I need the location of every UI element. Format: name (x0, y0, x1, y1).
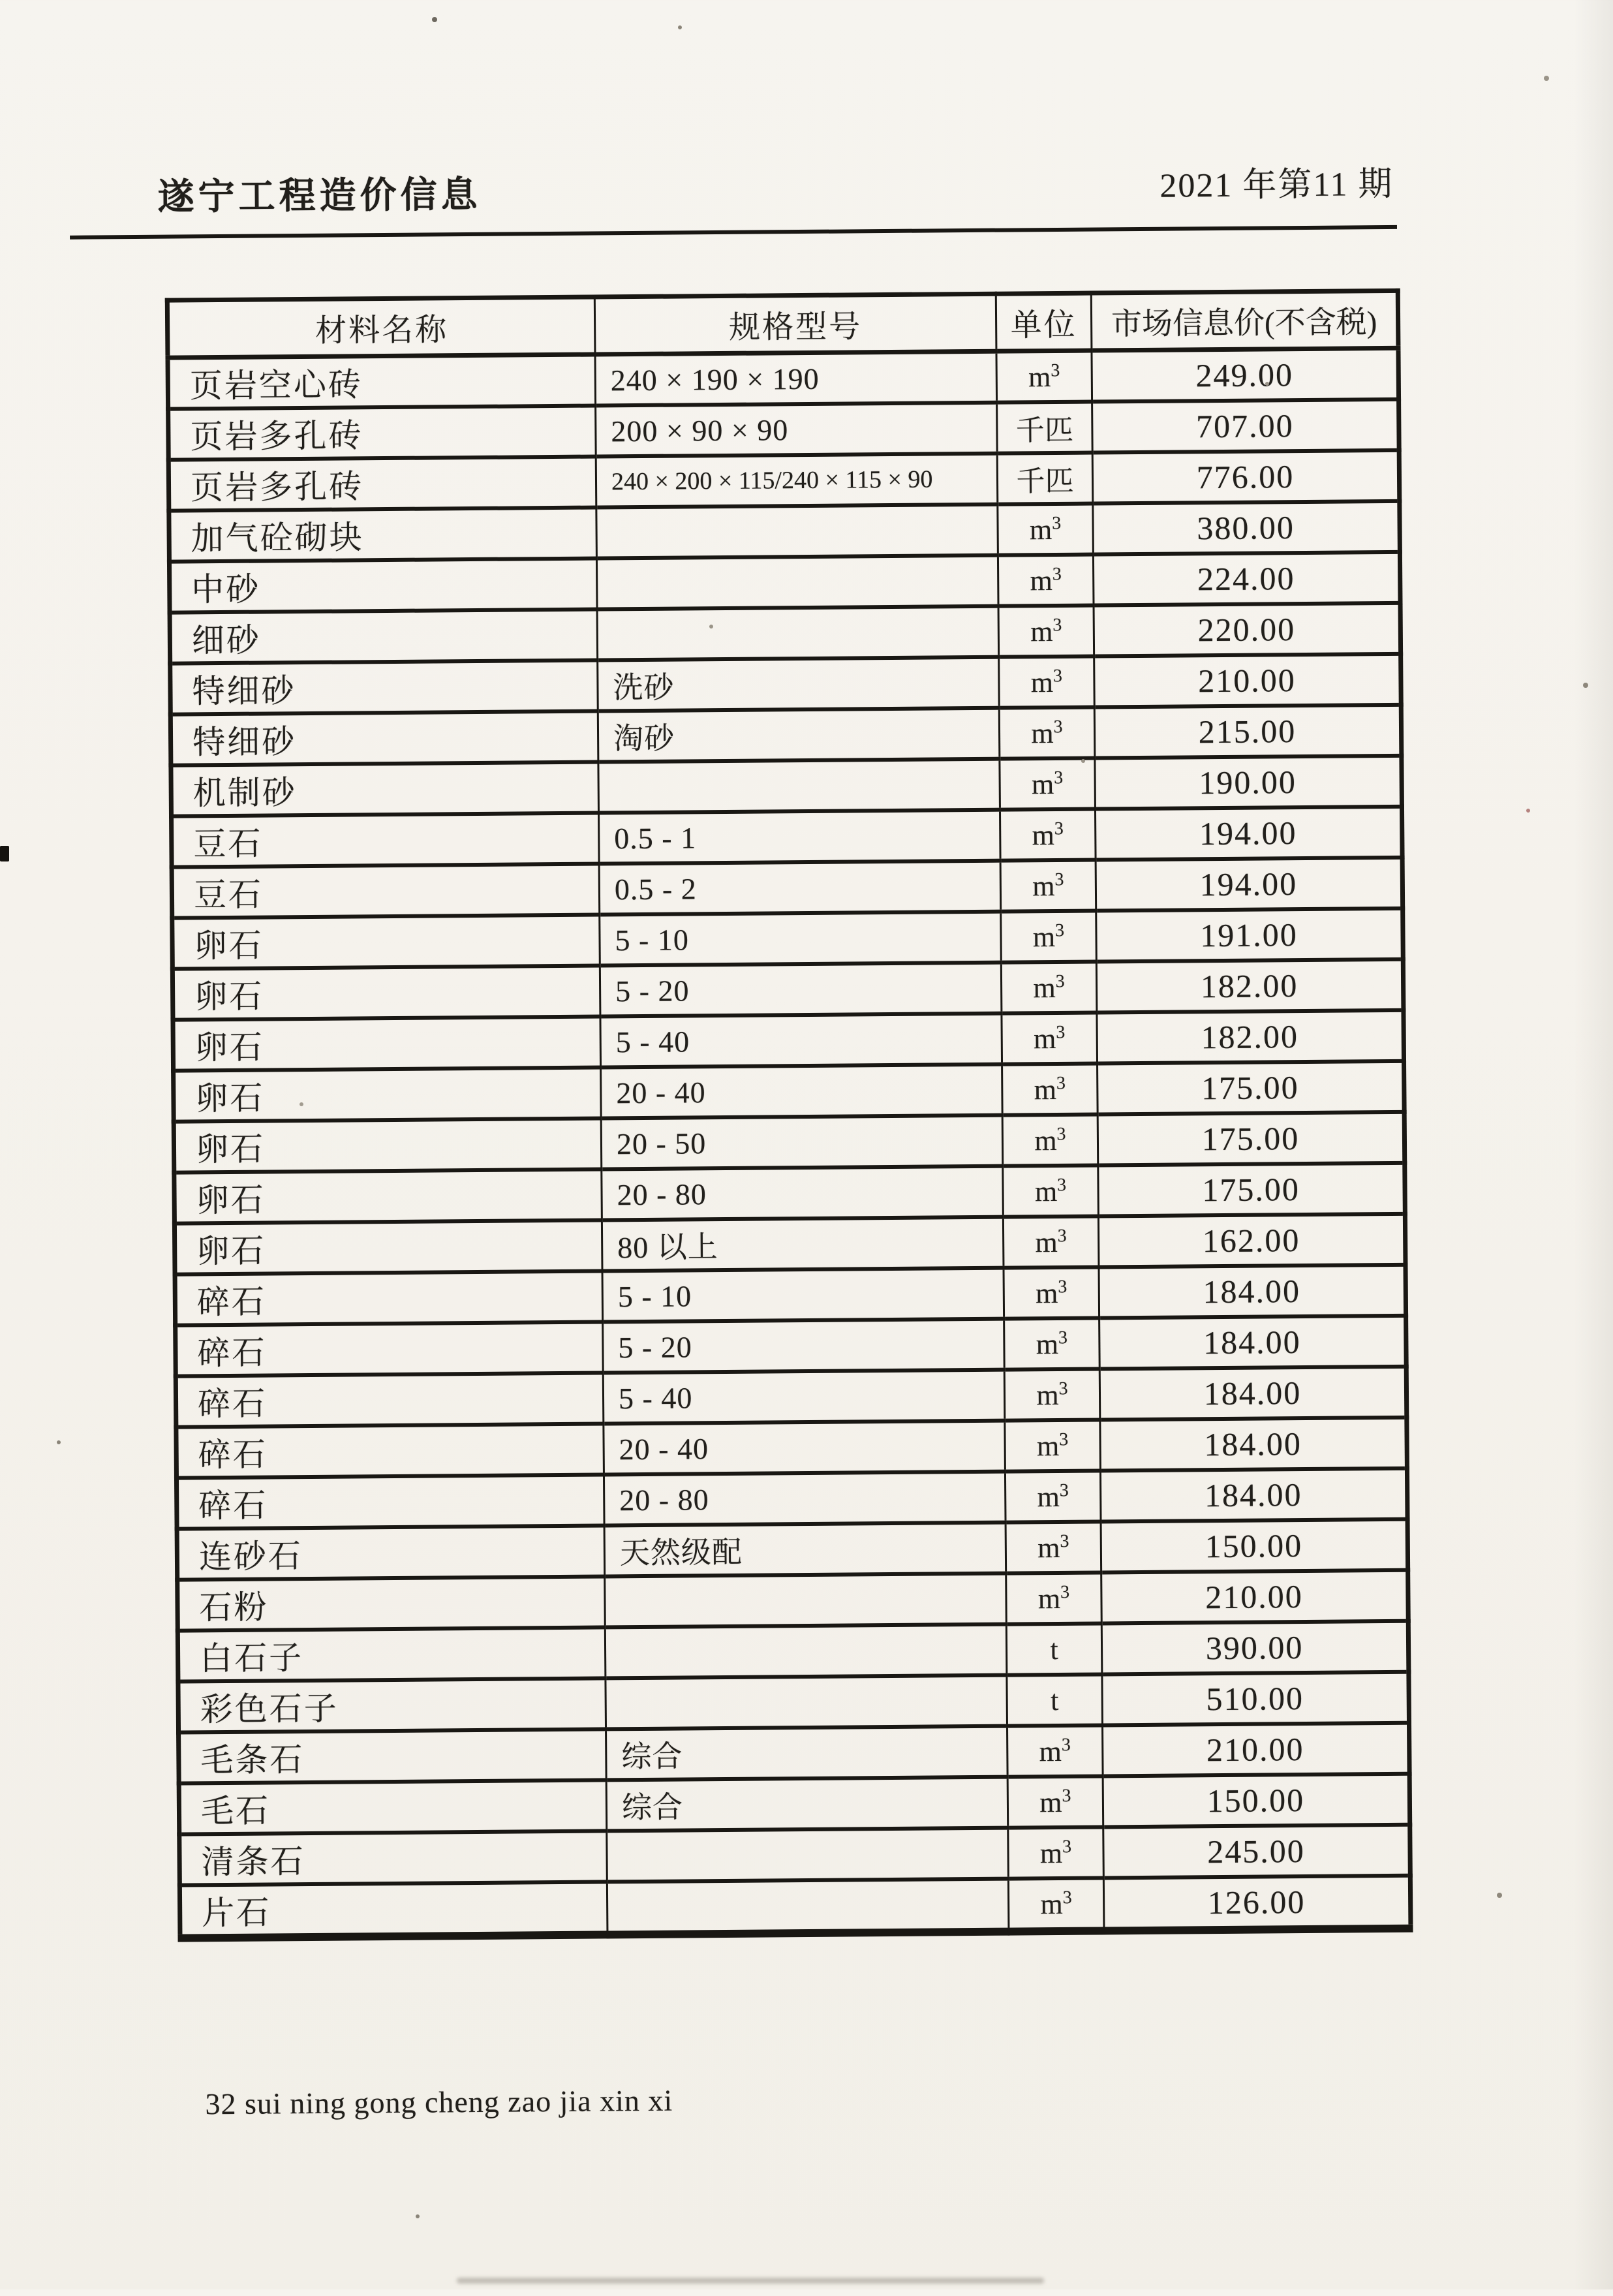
table-row (179, 1723, 1410, 1784)
price-cell: 184.00 (1099, 1367, 1407, 1420)
table-row (169, 552, 1400, 613)
spec-model-cell: 淘砂 (598, 708, 1000, 762)
unit-cell: $m^3$ (1000, 860, 1096, 912)
spec-model-cell: 天然级配 (604, 1523, 1006, 1577)
unit-cell: $m^3$ (996, 350, 1092, 403)
spec-model-cell: 0.5 - 2 (599, 861, 1001, 915)
table-row (170, 654, 1402, 715)
table-row (168, 450, 1400, 511)
price-cell: 191.00 (1096, 908, 1404, 962)
price-cell: 184.00 (1099, 1265, 1406, 1318)
table-row (174, 1214, 1406, 1275)
table-row (177, 1621, 1409, 1682)
spec-model-cell: 20 - 40 (601, 1064, 1003, 1119)
spec-model-cell: 5 - 20 (603, 1319, 1005, 1373)
table-row (176, 1418, 1407, 1478)
price-cell: 184.00 (1100, 1468, 1407, 1522)
scan-noise-speckles (0, 0, 3, 3)
scan-bottom-smudge (457, 2278, 1044, 2284)
unit-cell: $m^3$ (1006, 1521, 1101, 1573)
table-row (176, 1316, 1407, 1376)
table-row (170, 705, 1402, 766)
table-row (174, 1163, 1406, 1224)
material-name-cell: 白石子 (177, 1627, 606, 1681)
unit-cell: $m^3$ (1005, 1419, 1101, 1471)
table-row (168, 399, 1400, 460)
unit-cell: 千匹 (997, 453, 1093, 504)
material-name-cell: 片石 (179, 1882, 607, 1938)
table-row (172, 908, 1404, 969)
spec-model-cell: 20 - 50 (601, 1115, 1003, 1170)
col-header-market-price: 市场信息价(不含税) (1091, 290, 1398, 350)
price-cell: 776.00 (1092, 450, 1400, 504)
price-cell: 175.00 (1098, 1163, 1406, 1217)
price-cell: 215.00 (1094, 705, 1402, 758)
price-cell: 190.00 (1095, 756, 1402, 809)
unit-cell: $m^3$ (998, 606, 1094, 657)
price-cell: 184.00 (1099, 1316, 1407, 1369)
material-name-cell: 碎石 (176, 1423, 604, 1478)
spec-model-cell (596, 504, 998, 559)
price-cell: 182.00 (1097, 1010, 1404, 1064)
material-name-cell: 石粉 (177, 1576, 606, 1630)
table-row (173, 1010, 1404, 1071)
spec-model-cell: 5 - 10 (600, 912, 1002, 966)
material-name-cell: 特细砂 (170, 711, 598, 765)
spec-model-cell: 80 以上 (602, 1217, 1004, 1271)
spec-model-cell: 0.5 - 1 (598, 810, 1000, 864)
unit-cell: $m^3$ (999, 707, 1095, 759)
table-row (176, 1367, 1407, 1427)
material-name-cell: 碎石 (176, 1373, 604, 1427)
unit-cell: $m^3$ (1007, 1725, 1103, 1776)
unit-cell: $m^3$ (999, 657, 1095, 708)
material-name-cell: 碎石 (175, 1271, 603, 1325)
price-cell: 245.00 (1103, 1825, 1411, 1878)
table-row (170, 603, 1401, 664)
spec-model-cell (607, 1879, 1009, 1935)
unit-cell: $m^3$ (998, 504, 1094, 555)
price-cell: 150.00 (1103, 1774, 1410, 1827)
price-cell: 182.00 (1096, 959, 1404, 1013)
material-name-cell: 中砂 (169, 558, 597, 612)
material-name-cell: 细砂 (170, 609, 598, 663)
material-name-cell: 特细砂 (170, 660, 598, 714)
spec-model-cell: 5 - 20 (600, 963, 1002, 1017)
spec-model-cell: 20 - 40 (604, 1421, 1006, 1475)
price-cell: 150.00 (1101, 1519, 1408, 1573)
material-name-cell: 页岩多孔砖 (168, 457, 596, 511)
spec-model-cell (605, 1574, 1007, 1628)
material-name-cell: 豆石 (172, 813, 600, 867)
price-cell: 175.00 (1098, 1112, 1405, 1166)
scan-right-shade (1574, 0, 1613, 2289)
unit-cell: $m^3$ (1003, 1216, 1099, 1267)
material-name-cell: 毛石 (179, 1780, 607, 1834)
material-name-cell: 清条石 (179, 1831, 607, 1885)
table-row (174, 1112, 1405, 1173)
price-cell: 210.00 (1094, 654, 1402, 707)
table-row (169, 501, 1400, 562)
spec-model-cell: 5 - 40 (600, 1014, 1002, 1068)
price-cell: 380.00 (1093, 501, 1400, 555)
unit-cell: $m^3$ (1002, 1012, 1098, 1064)
table-row (179, 1774, 1410, 1835)
spec-model-cell (596, 555, 998, 610)
journal-title: 遂宁工程造价信息 (157, 174, 482, 218)
spec-model-cell (598, 759, 1000, 813)
material-name-cell: 碎石 (176, 1474, 604, 1528)
spec-model-cell: 综合 (606, 1726, 1008, 1780)
material-name-cell: 页岩多孔砖 (168, 406, 596, 460)
price-cell: 220.00 (1094, 603, 1401, 657)
material-name-cell: 卵石 (174, 1118, 602, 1172)
material-name-cell: 卵石 (174, 1169, 602, 1223)
unit-cell: $m^3$ (1001, 911, 1097, 963)
table-row (168, 348, 1399, 409)
col-header-material-name: 材料名称 (167, 297, 595, 358)
col-header-unit: 单位 (996, 293, 1092, 351)
table-row (177, 1519, 1408, 1580)
price-cell: 184.00 (1100, 1418, 1407, 1471)
unit-cell: $m^3$ (1004, 1369, 1100, 1420)
unit-cell: $m^3$ (1002, 1114, 1098, 1166)
spec-model-cell (597, 606, 999, 660)
table-row (176, 1468, 1407, 1529)
price-cell: 510.00 (1102, 1672, 1409, 1726)
price-cell: 175.00 (1098, 1061, 1405, 1115)
material-name-cell: 卵石 (174, 1220, 602, 1274)
price-cell: 194.00 (1095, 807, 1402, 860)
unit-cell: $m^3$ (1002, 1063, 1098, 1115)
material-name-cell: 页岩空心砖 (168, 354, 596, 409)
material-name-cell: 连砂石 (177, 1525, 605, 1579)
unit-cell: $m^3$ (1000, 758, 1096, 810)
material-name-cell: 卵石 (172, 914, 600, 969)
unit-cell: 千匹 (997, 402, 1093, 454)
spec-model-cell: 洗砂 (598, 657, 1000, 711)
material-name-cell: 加气砼砌块 (169, 508, 597, 562)
unit-cell: $m^3$ (1004, 1267, 1099, 1318)
unit-cell: $m^3$ (1003, 1165, 1099, 1217)
spec-model-cell: 20 - 80 (604, 1472, 1006, 1526)
unit-cell: $m^3$ (1004, 1318, 1100, 1369)
unit-cell: $m^3$ (1000, 809, 1096, 861)
spec-model-cell: 200 × 90 × 90 (596, 403, 998, 457)
material-name-cell: 碎石 (176, 1322, 604, 1376)
table-row (177, 1570, 1409, 1631)
col-header-spec-model: 规格型号 (594, 294, 996, 354)
table-row (174, 1061, 1405, 1122)
price-cell: 210.00 (1101, 1570, 1409, 1624)
spec-model-cell (606, 1675, 1007, 1730)
unit-cell: t (1007, 1674, 1103, 1726)
price-cell: 390.00 (1101, 1621, 1409, 1675)
spec-model-cell: 综合 (606, 1777, 1008, 1831)
spec-model-cell (605, 1624, 1007, 1679)
materials-price-table (165, 288, 1413, 1942)
material-name-cell: 毛条石 (179, 1729, 607, 1783)
table-row (171, 756, 1402, 816)
unit-cell: $m^3$ (1008, 1878, 1104, 1931)
table-row (179, 1825, 1411, 1885)
price-cell: 162.00 (1098, 1214, 1406, 1267)
unit-cell: t (1006, 1623, 1102, 1675)
unit-cell: $m^3$ (1006, 1572, 1102, 1624)
material-name-cell: 豆石 (172, 863, 600, 918)
material-name-cell: 卵石 (172, 965, 600, 1019)
table-row (179, 1876, 1411, 1938)
table-row (172, 858, 1403, 918)
material-name-cell: 彩色石子 (178, 1678, 606, 1732)
material-name-cell: 卵石 (173, 1016, 601, 1070)
page-footer: 32 sui ning gong cheng zao jia xin xi (205, 2083, 673, 2121)
material-name-cell: 卵石 (174, 1067, 602, 1121)
header-rule (70, 225, 1397, 240)
unit-cell: $m^3$ (1007, 1776, 1103, 1827)
unit-cell: $m^3$ (1008, 1827, 1104, 1878)
price-cell: 194.00 (1096, 858, 1403, 911)
material-name-cell: 机制砂 (171, 762, 599, 816)
issue-label: 2021 年第11 期 (1160, 165, 1394, 205)
table-row (172, 807, 1403, 867)
table-body (168, 348, 1411, 1938)
table-row (175, 1265, 1406, 1326)
price-cell: 210.00 (1102, 1723, 1409, 1776)
price-cell: 126.00 (1103, 1876, 1411, 1931)
scan-edge-mark (0, 846, 9, 861)
spec-model-cell: 240 × 200 × 115/240 × 115 × 90 (596, 454, 998, 508)
spec-model-cell: 20 - 80 (602, 1166, 1004, 1220)
price-cell: 249.00 (1092, 348, 1399, 401)
price-cell: 707.00 (1092, 399, 1400, 453)
unit-cell: $m^3$ (998, 555, 1094, 606)
spec-model-cell (607, 1828, 1009, 1882)
spec-model-cell: 240 × 190 × 190 (595, 351, 997, 405)
unit-cell: $m^3$ (1001, 962, 1097, 1014)
price-cell: 224.00 (1093, 552, 1400, 606)
spec-model-cell: 5 - 40 (603, 1370, 1005, 1424)
table-row (178, 1672, 1409, 1733)
unit-cell: $m^3$ (1005, 1470, 1101, 1522)
table-row (172, 959, 1404, 1020)
spec-model-cell: 5 - 10 (602, 1268, 1004, 1322)
table-header-row (167, 290, 1398, 358)
